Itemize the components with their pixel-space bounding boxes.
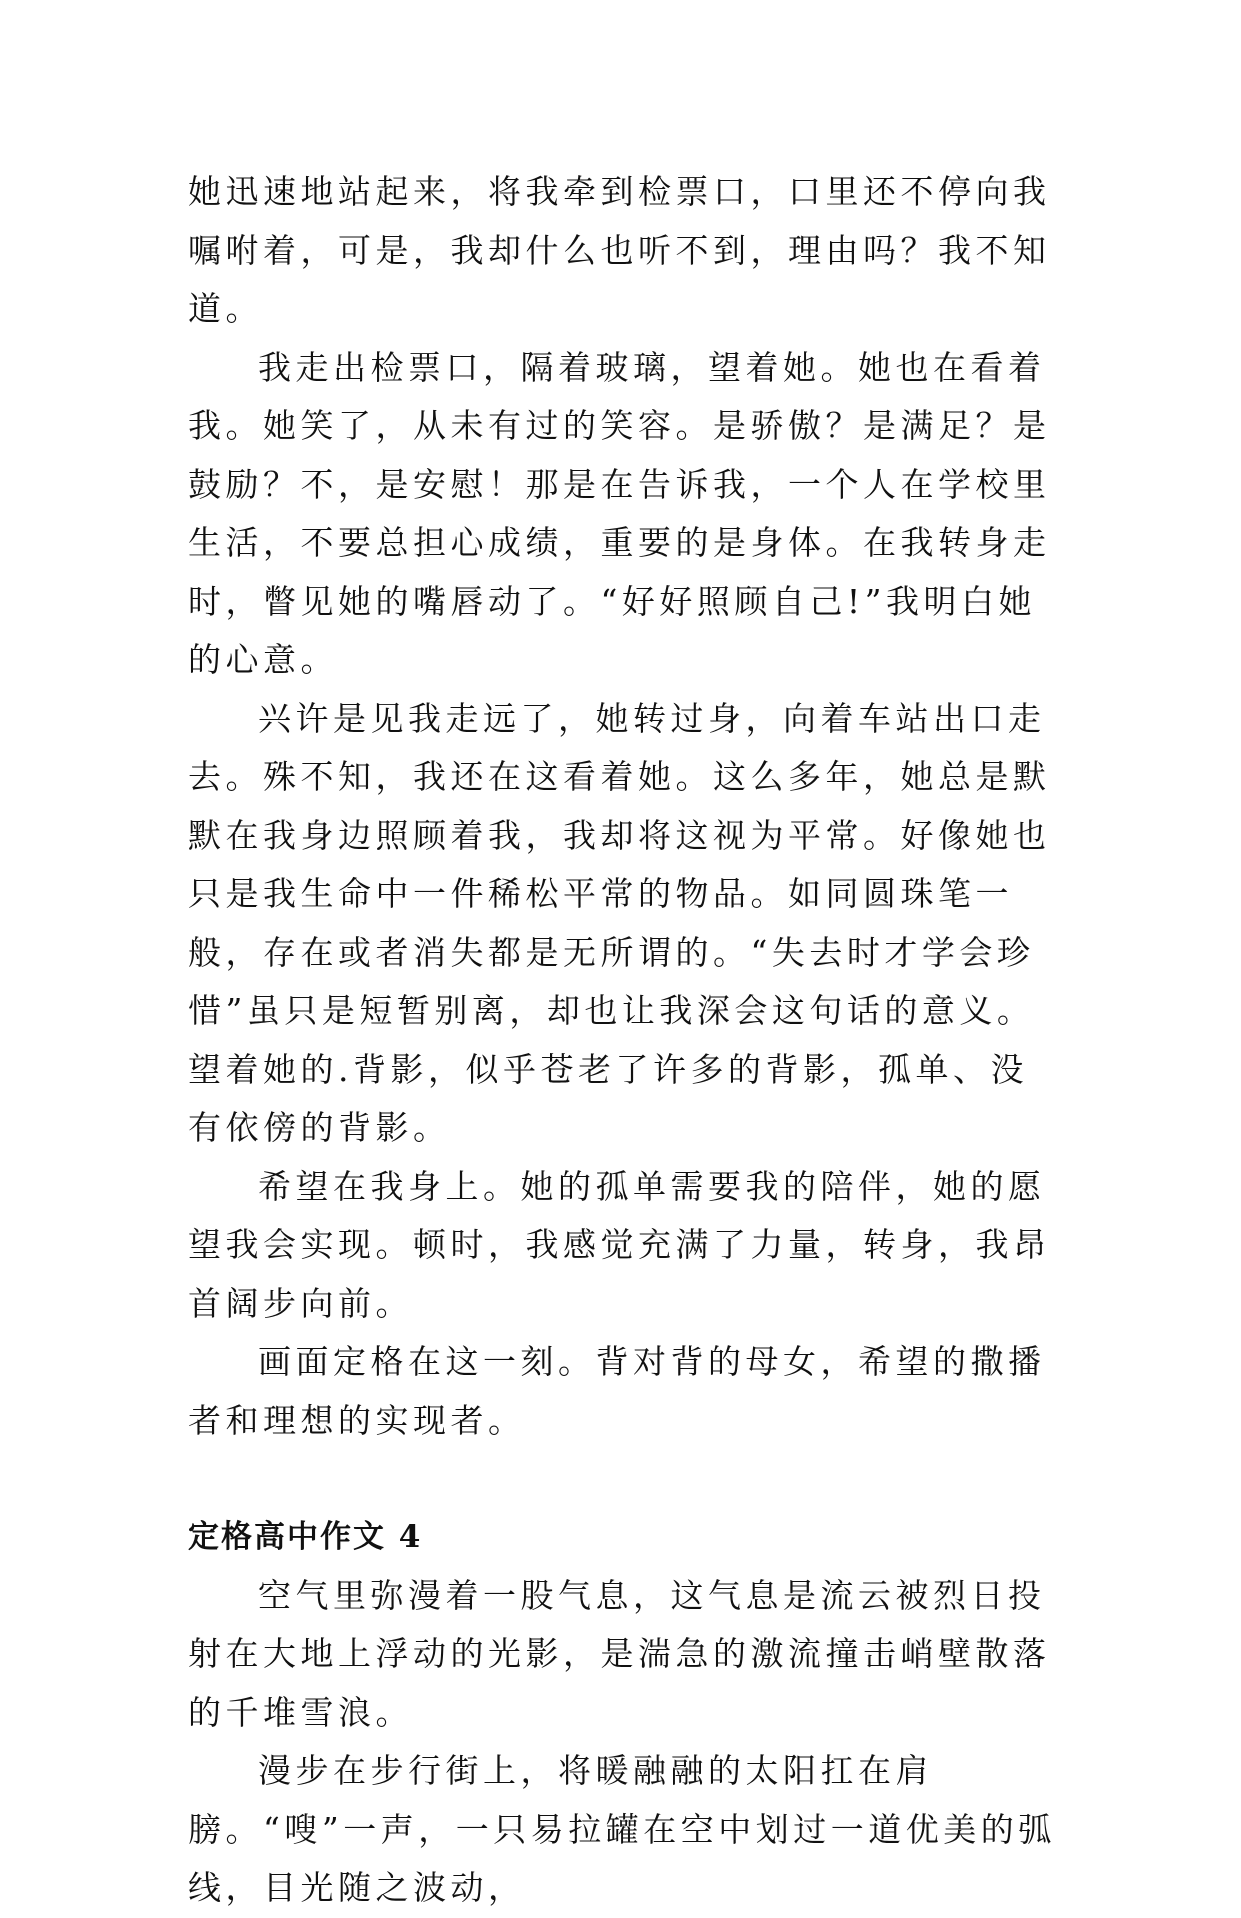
section-spacer	[188, 1450, 1058, 1508]
paragraph: 漫步在步行街上，将暖融融的太阳扛在肩膀。“嗖”一声，一只易拉罐在空中划过一道优美的弧线，目光随之波动，	[188, 1751, 1056, 1907]
paragraph: 我走出检票口，隔着玻璃，望着她。她也在看着我。她笑了，从未有过的笑容。是骄傲？是满足？是鼓励？不，是安慰！那是在告诉我，一个人在学校里生活，不要总担心成绩，重要的是身体。在我转身走时，瞥见她的嘴唇动了。“好好照顾自己!”我明白她的心意。	[188, 347, 1051, 679]
document-page	[188, 163, 1058, 1918]
paragraph: 希望在我身上。她的孤单需要我的陪伴，她的愿望我会实现。顿时，我感觉充满了力量，转身，我昂首阔步向前。	[188, 1166, 1051, 1323]
paragraph: 她迅速地站起来，将我牵到检票口，口里还不停向我嘱咐着，可是，我却什么也听不到，理由吗？我不知道。	[188, 172, 1051, 328]
paragraph: 兴许是见我走远了，她转过身，向着车站出口走去。殊不知，我还在这看着她。这么多年，她总是默默在我身边照顾着我，我却将这视为平常。好像她也只是我生命中一件稀松平常的物品。如同圆珠笔一般，存在或者消失都是无所谓的。“失去时才学会珍惜”虽只是短暂别离，却也让我深会这句话的意义。望着她的.背影，似乎苍老了许多的背影，孤单、没有依傍的背影。	[188, 698, 1051, 1147]
paragraph: 画面定格在这一刻。背对背的母女，希望的撒播者和理想的实现者。	[188, 1342, 1046, 1440]
paragraph: 空气里弥漫着一股气息，这气息是流云被烈日投射在大地上浮动的光影，是湍急的激流撞击峭壁散落的千堆雪浪。	[188, 1575, 1051, 1732]
section-heading: 定格高中作文 4	[188, 1519, 423, 1555]
